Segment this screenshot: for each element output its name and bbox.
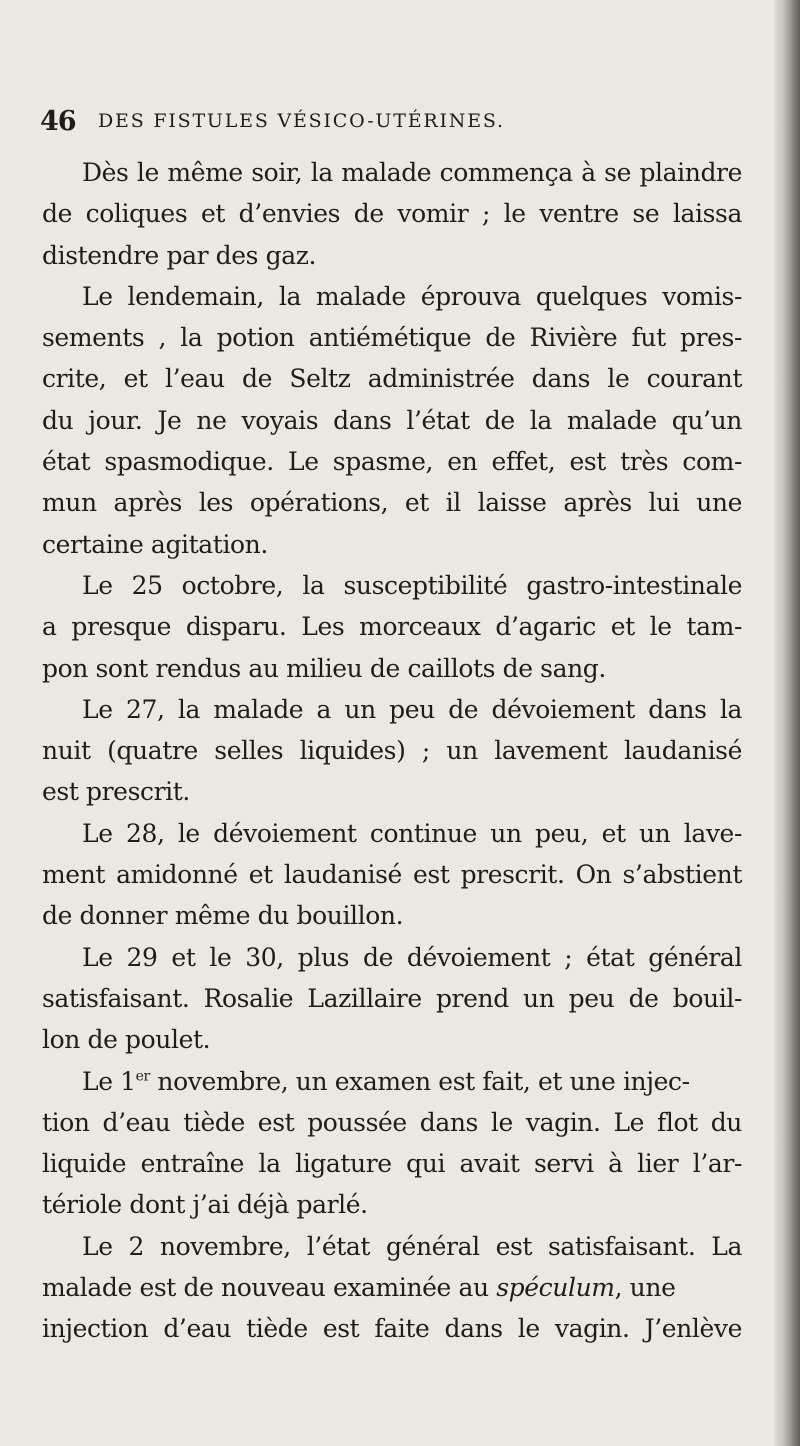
text-line: distendre par des gaz. bbox=[42, 240, 317, 270]
text-line: mun après les opérations, et il laisse après lui une bbox=[42, 488, 742, 518]
italic-word: spéculum bbox=[496, 1273, 615, 1303]
text-line: du jour. Je ne voyais dans l’état de la malade qu’un bbox=[42, 405, 742, 435]
page-header bbox=[40, 106, 740, 140]
text-line: est prescrit. bbox=[42, 777, 190, 807]
text-line: crite, et l’eau de Seltz administrée dans le courant bbox=[42, 364, 742, 394]
text-line: Dès le même soir, la malade commença à se plaindre bbox=[82, 158, 742, 187]
text-fragment: , une bbox=[614, 1273, 676, 1303]
body-text bbox=[42, 152, 742, 1350]
text-line: satisfaisant. Rosalie Lazillaire prend un peu de bouil- bbox=[42, 983, 742, 1013]
text-line bbox=[42, 1267, 742, 1308]
text-line: a presque disparu. Les morceaux d’agaric et le tam- bbox=[42, 612, 742, 642]
text-line bbox=[42, 1061, 742, 1102]
text-fragment: malade est de nouveau examinée au bbox=[42, 1273, 489, 1303]
text-line: Le 27, la malade a un peu de dévoiement dans la bbox=[82, 694, 742, 724]
running-title: DES FISTULES VÉSICO-UTÉRINES. bbox=[98, 110, 505, 132]
text-line: nuit (quatre selles liquides) ; un lavement laudanisé bbox=[42, 736, 742, 766]
text-line: Le 29 et le 30, plus de dévoiement ; état général bbox=[82, 942, 742, 972]
ordinal-base: Le 1 bbox=[82, 1066, 136, 1096]
text-fragment: novembre, un examen est fait, et une injec- bbox=[157, 1066, 690, 1096]
text-line: pon sont rendus au milieu de caillots de sang. bbox=[42, 653, 606, 683]
page-edge-shadow bbox=[774, 0, 800, 1446]
text-line: Le 28, le dévoiement continue un peu, et un lave- bbox=[82, 818, 742, 848]
text-line: de donner même du bouillon. bbox=[42, 901, 404, 931]
text-line: sements , la potion antiémétique de Rivière fut pres- bbox=[42, 323, 742, 353]
text-line: injection d’eau tiède est faite dans le vagin. J’enlève bbox=[42, 1314, 742, 1344]
text-line: état spasmodique. Le spasme, en effet, est très com- bbox=[42, 447, 742, 477]
ordinal-superscript: er bbox=[135, 1068, 150, 1085]
text-line: Le 25 octobre, la susceptibilité gastro-intestinale bbox=[82, 570, 742, 600]
text-line: lon de poulet. bbox=[42, 1025, 211, 1055]
text-line: de coliques et d’envies de vomir ; le ventre se laissa bbox=[42, 199, 742, 229]
text-line: tériole dont j’ai déjà parlé. bbox=[42, 1190, 368, 1220]
text-line: certaine agitation. bbox=[42, 529, 268, 559]
text-line: Le lendemain, la malade éprouva quelques vomis- bbox=[82, 281, 742, 311]
text-line: Le 2 novembre, l’état général est satisfaisant. La bbox=[82, 1231, 742, 1261]
text-line: liquide entraîne la ligature qui avait servi à lier l’ar- bbox=[42, 1149, 742, 1179]
text-line: ment amidonné et laudanisé est prescrit. On s’abstient bbox=[42, 860, 742, 890]
page-number: 46 bbox=[40, 106, 76, 137]
text-line: tion d’eau tiède est poussée dans le vagin. Le flot du bbox=[42, 1107, 742, 1137]
